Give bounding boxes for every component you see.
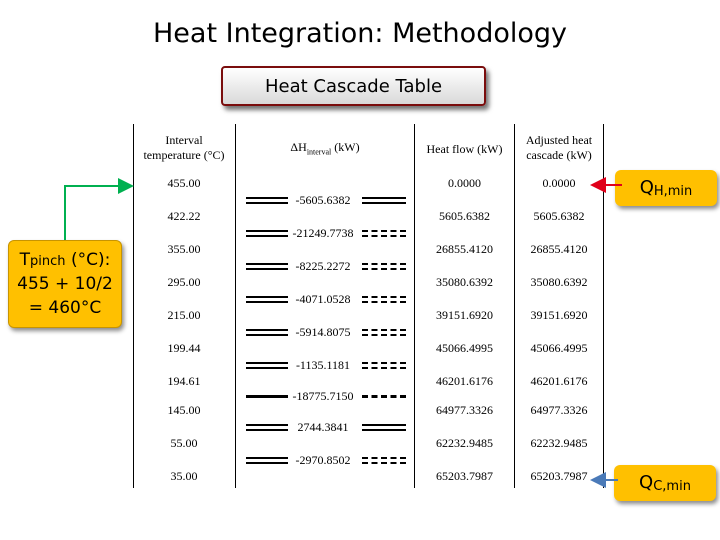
temperature-cell: 145.00 [167, 403, 201, 417]
green-arrow [65, 186, 132, 240]
adjusted-cascade-cell: 35080.6392 [530, 275, 588, 289]
delta-h-cell: -8225.2272 [295, 258, 351, 273]
delta-h-cell: -5605.6382 [295, 192, 351, 207]
temperature-cell: 295.00 [167, 275, 201, 289]
temperature-cell: 422.22 [167, 209, 201, 223]
header-dh-main: ΔH [290, 140, 307, 154]
temperature-cell: 355.00 [167, 242, 201, 256]
adjusted-cascade-cell: 26855.4120 [530, 242, 588, 256]
delta-h-cell: -5914.8075 [295, 324, 351, 339]
qh-min-callout: $Q_{H,min}$ [615, 170, 717, 206]
temperature-cell: 455.00 [167, 176, 201, 190]
delta-h-cell: -4071.0528 [295, 291, 351, 306]
header-interval-line1: Interval [165, 133, 203, 147]
temperature-cell: 35.00 [170, 469, 198, 483]
adjusted-cascade-cell: 65203.7987 [530, 469, 588, 483]
heat-flow-cell: 35080.6392 [436, 275, 493, 289]
heat-flow-cell: 39151.6920 [436, 308, 493, 322]
temperature-cell: 199.44 [167, 341, 201, 355]
heat-flow-cell: 0.0000 [448, 176, 481, 190]
page-title: Heat Integration: Methodology [152, 18, 567, 49]
adjusted-cascade-cell: 64977.3326 [530, 403, 588, 417]
heat-flow-cell: 62232.9485 [436, 436, 493, 450]
header-dh-sub: interval [306, 147, 332, 157]
header-adjusted-line1: Adjusted heat [525, 133, 593, 147]
header-heat-flow: Heat flow (kW) [426, 142, 503, 156]
heat-flow-cell: 5605.6382 [439, 209, 490, 223]
delta-h-cell: 2744.3841 [297, 419, 349, 434]
adjusted-cascade-cell: 62232.9485 [530, 436, 588, 450]
qc-min-callout: $Q_{C,min}$ [614, 465, 716, 501]
delta-h-cell: -1135.1181 [295, 357, 351, 372]
adjusted-cascade-cell: 39151.6920 [530, 308, 588, 322]
delta-h-cell: -2970.8502 [295, 452, 351, 467]
delta-h-cell: -21249.7738 [292, 225, 354, 240]
heat-flow-cell: 64977.3326 [436, 403, 493, 417]
heat-cascade-label: Heat Cascade Table [221, 66, 486, 106]
header-interval-line2: temperature (°C) [143, 148, 225, 162]
adjusted-cascade-cell: 0.0000 [542, 176, 576, 190]
tpinch-line3: = 460°C [28, 298, 102, 318]
adjusted-cascade-cell: 45066.4995 [530, 341, 588, 355]
adjusted-cascade-cell: 5605.6382 [533, 209, 585, 223]
heat-flow-cell: 26855.4120 [436, 242, 493, 256]
adjusted-cascade-cell: 46201.6176 [530, 374, 588, 388]
tpinch-line1: Tpinch (°C): [19, 250, 111, 270]
delta-h-cell: -18775.7150 [292, 388, 354, 403]
heat-flow-cell: 45066.4995 [436, 341, 493, 355]
header-adjusted-line2: cascade (kW) [526, 148, 592, 162]
temperature-cell: 215.00 [167, 308, 201, 322]
temperature-cell: 194.61 [167, 374, 201, 388]
temperature-cell: 55.00 [170, 436, 198, 450]
tpinch-line2: 455 + 10/2 [17, 274, 113, 294]
heat-flow-cell: 65203.7987 [436, 469, 493, 483]
header-dh-unit: (kW) [331, 140, 360, 154]
heat-flow-cell: 46201.6176 [436, 374, 493, 388]
